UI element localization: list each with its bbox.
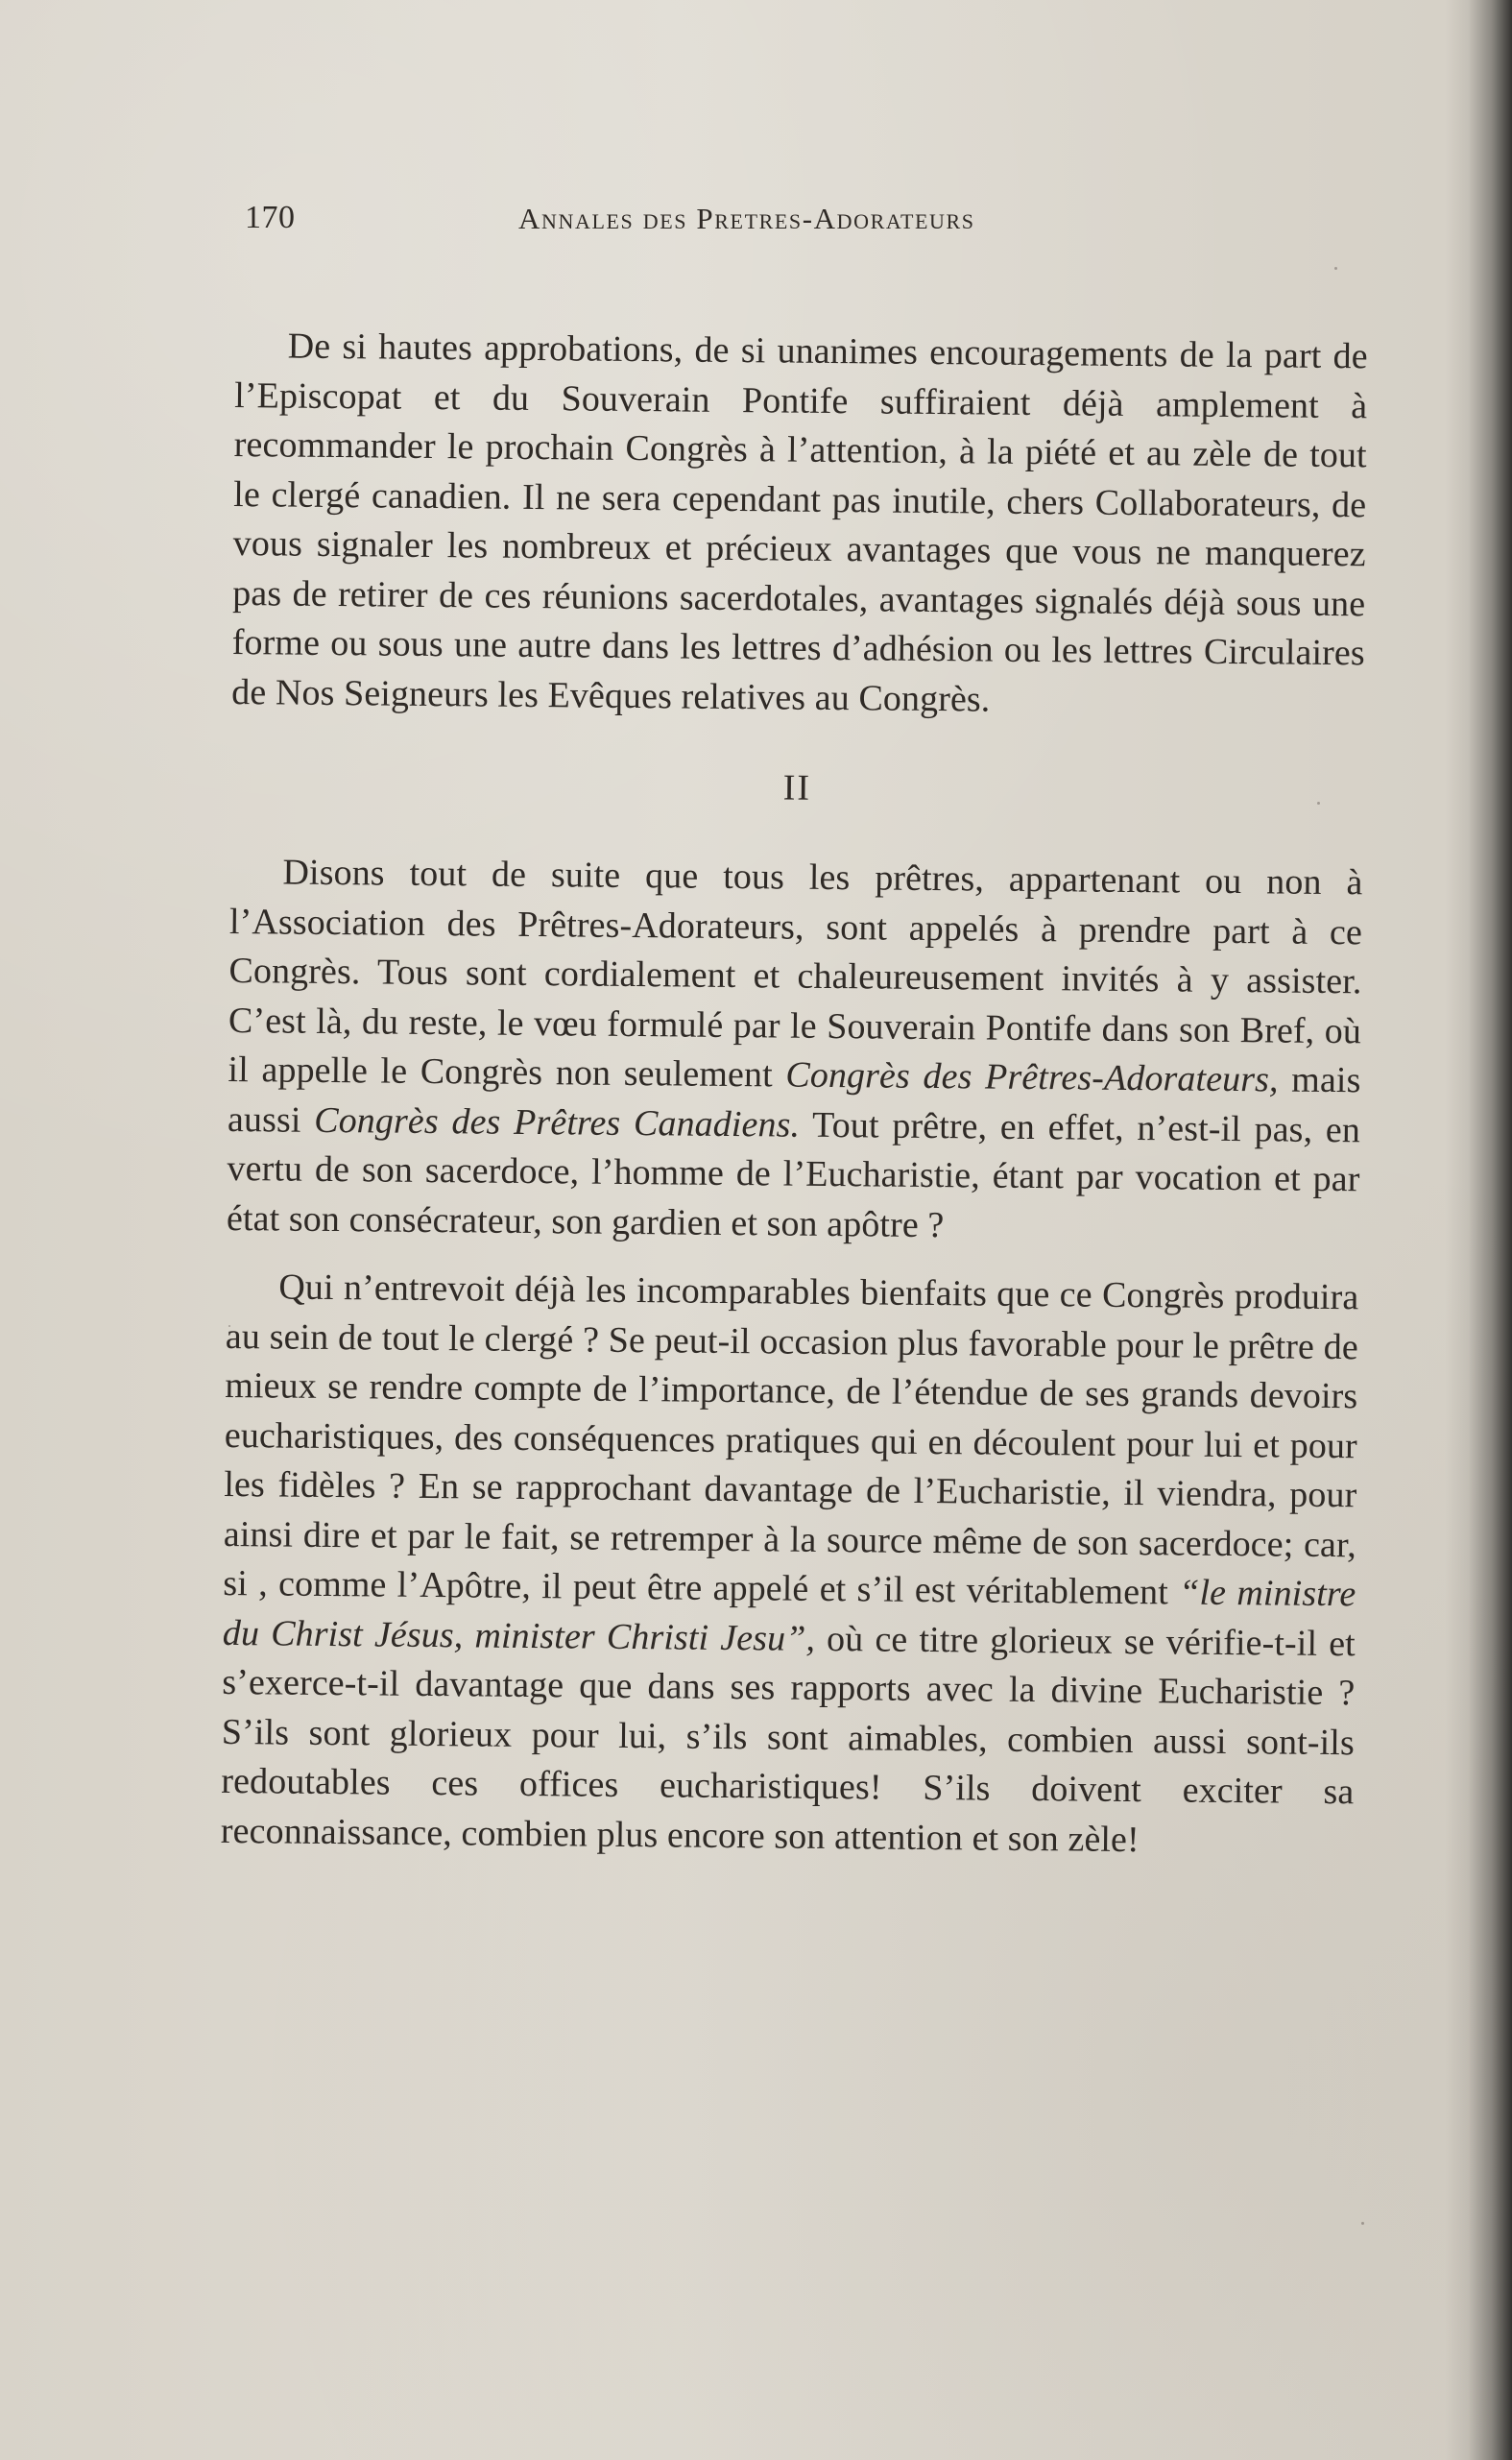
paper-speck	[1334, 267, 1337, 270]
page-header	[245, 200, 1099, 250]
italic-phrase: Congrès des Prêtres-Adorateurs,	[785, 1054, 1279, 1100]
paragraph-opening: De si hautes approbations, de si unanimes encouragements de la part de l’Episcopat et du Souverain Pontife suffiraient déjà amplement à recommander le prochain Congrès à l’attention, à la piété et au zèle de tout le clergé canadien. Il ne sera cependant pas inutile, chers Collaborateurs, de vous signaler les nombreux et précieux avantages que vous ne manquerez pas de retirer de ces réunions sacerdotales, avantages signalés déjà sous une forme ou sous une autre dans les lettres d’adhésion ou les lettres Circulaires de Nos Seigneurs les Evêques relatives au Congrès.	[231, 326, 1368, 720]
section-number: II	[782, 767, 812, 808]
page-spine-shadow	[1445, 0, 1512, 2460]
paragraph-text: mais aussi	[227, 1059, 1361, 1141]
paragraph-text: Qui n’entrevoit déjà les incomparables bienfaits que ce Congrès produira au sein de tout le clergé ? Se peut-il occasion plus favorable pour le prêtre de mieux se rendre compte de l’importance, de l’étendue de ses grands devoirs eucharistiques, des conséquences pratiques qui en découlent pour lui et pour les fidèles ? En se rapprochant davantage de l’Eucharistie, il viendra, pour ainsi dire et par le fait, se retremper à la source même de son sacerdoce; car, si , comme l’Apôtre, il peut être appelé et s’il est véritablement	[223, 1266, 1359, 1613]
paragraph-text: Disons tout de suite que tous les prêtres, appartenant ou non à l’Association des Prêtres-Adorateurs, sont appelés à prendre part à ce Congrès. Tous sont cordialement et chaleureusement invités à y assister. C’est là, du reste, le vœu formulé par le Souverain Pontife dans son Bref, où il appelle le Congrès non seulement	[228, 852, 1363, 1096]
paragraph-benefits	[221, 1263, 1359, 1867]
paragraph-congress-priests	[227, 848, 1363, 1254]
italic-quote: “le ministre du Christ Jésus, minister Christi Jesu”,	[222, 1572, 1356, 1659]
page-number: 170	[245, 200, 296, 235]
paragraph-text: Tout prêtre, en effet, n’est-il pas, en vertu de son sacerdoce, l’homme de l’Eucharistie, étant par vocation et par état son consécrateur, son gardien et son apôtre ?	[226, 1104, 1361, 1245]
page-text-block	[221, 322, 1368, 1867]
running-title: Annales des Pretres-Adorateurs	[518, 202, 975, 235]
paper-speck	[1361, 2222, 1364, 2225]
paragraph-text: où ce titre glorieux se vérifie-t-il et s’exerce-t-il davantage que dans ses rapports avec la divine Eucharistie ? S’ils sont glorieux pour lui, s’ils sont aimables, combien aussi sont-ils redoutables ces offices eucharistiques! S’ils doivent exciter sa reconnaissance, combien plus encore son attention et son zèle!	[220, 1618, 1356, 1860]
italic-phrase: Congrès des Prêtres Canadiens.	[314, 1099, 801, 1146]
